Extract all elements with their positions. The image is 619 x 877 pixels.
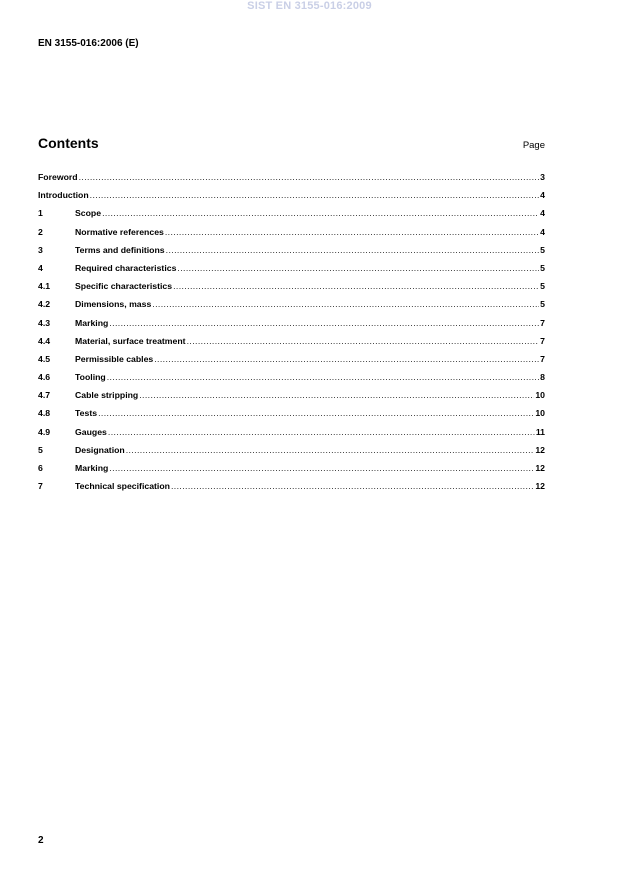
- toc-dot-leader: [109, 463, 534, 473]
- toc-entry-label: Gauges: [75, 426, 107, 437]
- toc-entry[interactable]: [38, 299, 545, 317]
- toc-entry-number: 4.1: [38, 281, 51, 292]
- toc-entry-number: 6: [38, 463, 43, 473]
- toc-dot-leader: [139, 390, 534, 400]
- toc-entry-page: 7: [540, 317, 545, 328]
- toc-entry-label: Permissible cables: [75, 353, 154, 364]
- toc-entry[interactable]: [38, 227, 545, 245]
- toc-entry-label: Scope: [75, 208, 102, 219]
- toc-entry[interactable]: [38, 318, 545, 336]
- toc-dot-leader: [177, 263, 539, 273]
- toc-entry-page: 7: [540, 335, 545, 346]
- toc-dot-leader: [166, 245, 540, 255]
- toc-entry-number: 1: [38, 208, 43, 219]
- toc-entry-label: Tooling: [75, 372, 106, 383]
- toc-entry-page: 10: [535, 390, 545, 401]
- toc-entry-page: 3: [540, 172, 545, 182]
- toc-entry-number: 4.8: [38, 408, 51, 419]
- toc-entry[interactable]: [38, 263, 545, 281]
- toc-entry-label: Foreword: [38, 172, 78, 182]
- toc-entry[interactable]: [38, 190, 545, 208]
- toc-dot-leader: [173, 281, 539, 291]
- toc-dot-leader: [171, 481, 534, 491]
- page-number: 2: [38, 835, 44, 846]
- toc-entry-page: 4: [540, 208, 545, 219]
- toc-entry-number: 2: [38, 226, 43, 237]
- toc-entry[interactable]: [38, 390, 545, 408]
- toc-entry-page: 12: [535, 463, 545, 473]
- toc-dot-leader: [126, 445, 535, 455]
- toc-entry-number: 4.3: [38, 317, 51, 328]
- toc-dot-leader: [154, 354, 539, 364]
- toc-entry-page: 5: [540, 244, 545, 255]
- toc-entry-page: 5: [540, 262, 545, 273]
- toc-entry-label: Normative references: [75, 226, 164, 237]
- toc-entry[interactable]: [38, 208, 545, 226]
- toc-dot-leader: [102, 208, 539, 218]
- toc-entry-page: 8: [540, 372, 545, 383]
- toc-entry[interactable]: [38, 427, 545, 445]
- toc-entry-page: 5: [540, 299, 545, 310]
- toc-entry-page: 10: [535, 408, 545, 419]
- toc-entry-number: 4.7: [38, 390, 51, 401]
- document-id: EN 3155-016:2006 (E): [38, 38, 139, 49]
- toc-entry-number: 7: [38, 481, 43, 492]
- toc-entry-label: Technical specification: [75, 481, 170, 492]
- toc-entry-label: Material, surface treatment: [75, 335, 186, 346]
- toc-entry-page: 11: [535, 426, 545, 437]
- toc-entry-label: Introduction: [38, 190, 89, 201]
- toc-dot-leader: [98, 408, 534, 418]
- toc-entry-label: Dimensions, mass: [75, 299, 152, 310]
- toc-entry-number: 4: [38, 262, 43, 273]
- toc-entry-page: 12: [535, 481, 545, 492]
- page-column-header: Page: [522, 140, 545, 151]
- toc-dot-leader: [165, 227, 539, 237]
- toc-dot-leader: [109, 318, 539, 328]
- toc-entry-label: Required characteristics: [75, 262, 177, 273]
- toc-entry[interactable]: [38, 408, 545, 426]
- toc-entry-page: 5: [540, 281, 545, 292]
- toc-entry[interactable]: [38, 281, 545, 299]
- toc-entry[interactable]: [38, 481, 545, 499]
- toc-entry-label: Marking: [75, 463, 109, 473]
- toc-entry-number: 4.2: [38, 299, 51, 310]
- toc-entry-page: 4: [540, 190, 545, 201]
- toc-dot-leader: [107, 372, 539, 382]
- toc-entry-page: 4: [540, 226, 545, 237]
- toc-entry-number: 5: [38, 444, 43, 455]
- contents-title: Contents: [38, 135, 99, 151]
- toc-entry[interactable]: [38, 354, 545, 372]
- toc-entry[interactable]: [38, 445, 545, 463]
- toc-entry-label: Terms and definitions: [75, 244, 165, 255]
- table-of-contents: [38, 172, 545, 499]
- watermark: SIST EN 3155-016:2009: [247, 0, 372, 12]
- toc-dot-leader: [90, 190, 539, 200]
- toc-dot-leader: [79, 172, 540, 182]
- toc-entry-page: 12: [535, 444, 545, 455]
- toc-dot-leader: [108, 427, 535, 437]
- toc-entry-label: Marking: [75, 317, 109, 328]
- toc-entry-number: 4.4: [38, 335, 51, 346]
- toc-entry-label: Tests: [75, 408, 98, 419]
- toc-dot-leader: [152, 299, 539, 309]
- toc-entry-number: 4.6: [38, 372, 51, 383]
- toc-entry-number: 3: [38, 244, 43, 255]
- toc-entry[interactable]: [38, 372, 545, 390]
- toc-entry-number: 4.9: [38, 426, 51, 437]
- toc-entry-label: Cable stripping: [75, 390, 139, 401]
- toc-entry-label: Designation: [75, 444, 125, 455]
- toc-entry-number: 4.5: [38, 353, 51, 364]
- toc-entry[interactable]: [38, 463, 545, 481]
- toc-entry[interactable]: [38, 336, 545, 354]
- toc-entry-page: 7: [540, 353, 545, 364]
- toc-entry[interactable]: [38, 172, 545, 190]
- toc-entry[interactable]: [38, 245, 545, 263]
- toc-dot-leader: [187, 336, 540, 346]
- toc-entry-label: Specific characteristics: [75, 281, 173, 292]
